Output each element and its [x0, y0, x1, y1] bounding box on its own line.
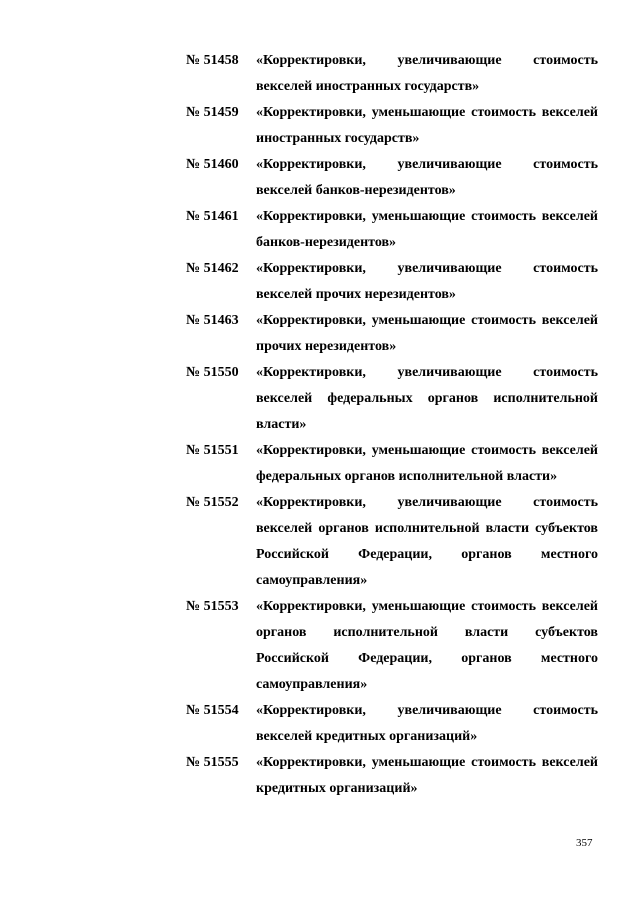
page-number: 357	[576, 837, 593, 849]
account-description: «Корректировки, увеличивающие стоимость векселей кредитных организаций»	[256, 703, 598, 744]
account-description: «Корректировки, уменьшающие стоимость векселей банков-нерезидентов»	[256, 209, 598, 250]
account-number: № 51460	[186, 157, 239, 172]
account-description: «Корректировки, увеличивающие стоимость векселей прочих нерезидентов»	[256, 261, 598, 302]
account-description: «Корректировки, уменьшающие стоимость векселей прочих нерезидентов»	[256, 313, 598, 354]
account-entry	[186, 360, 598, 438]
account-entry	[186, 204, 598, 256]
account-entry	[186, 308, 598, 360]
account-number: № 51551	[186, 443, 239, 458]
account-description: «Корректировки, увеличивающие стоимость векселей органов исполнительной власти субъектов Российской Федерации, органов местного самоуправления»	[256, 495, 598, 588]
account-description: «Корректировки, уменьшающие стоимость векселей кредитных организаций»	[256, 755, 598, 796]
account-entry	[186, 698, 598, 750]
account-number: № 51554	[186, 703, 239, 718]
account-entry	[186, 490, 598, 594]
account-description: «Корректировки, уменьшающие стоимость векселей иностранных государств»	[256, 105, 598, 146]
account-description: «Корректировки, увеличивающие стоимость векселей федеральных органов исполнительной власти»	[256, 365, 598, 432]
account-entry	[186, 48, 598, 100]
account-entry	[186, 100, 598, 152]
account-number: № 51463	[186, 313, 239, 328]
account-number: № 51550	[186, 365, 239, 380]
account-number: № 51555	[186, 755, 239, 770]
account-list	[186, 48, 598, 802]
account-entry	[186, 750, 598, 802]
account-number: № 51458	[186, 53, 239, 68]
account-description: «Корректировки, увеличивающие стоимость векселей банков-нерезидентов»	[256, 157, 598, 198]
account-entry	[186, 594, 598, 698]
account-number: № 51462	[186, 261, 239, 276]
account-entry	[186, 256, 598, 308]
account-number: № 51552	[186, 495, 239, 510]
account-description: «Корректировки, уменьшающие стоимость векселей органов исполнительной власти субъектов Российской Федерации, органов местного самоуправления»	[256, 599, 598, 692]
account-description: «Корректировки, увеличивающие стоимость векселей иностранных государств»	[256, 53, 598, 94]
account-number: № 51553	[186, 599, 239, 614]
account-entry	[186, 152, 598, 204]
account-number: № 51459	[186, 105, 239, 120]
account-entry	[186, 438, 598, 490]
account-number: № 51461	[186, 209, 239, 224]
account-description: «Корректировки, уменьшающие стоимость векселей федеральных органов исполнительной власти»	[256, 443, 598, 484]
